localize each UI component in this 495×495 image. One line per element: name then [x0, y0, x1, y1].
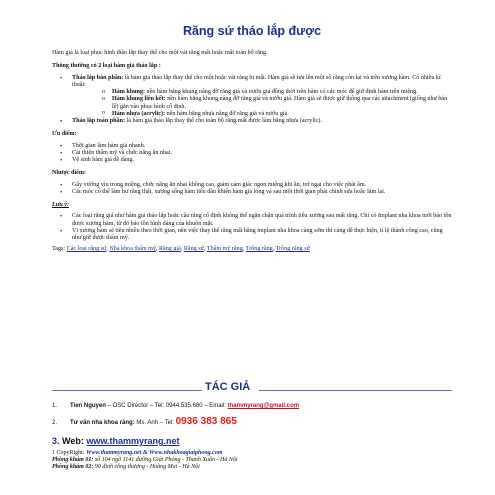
sub-term: Hàm khung liên kết:: [112, 96, 166, 103]
contact-phone: 0944.535.680: [165, 403, 203, 409]
list-item: • Vệ sinh hàm giả dễ dàng.: [52, 157, 452, 164]
author-heading: TÁC GIẢ: [205, 381, 251, 393]
type-term: Tháo lắp toàn phần:: [72, 118, 126, 125]
intro-text: Hàm giả là loại phục hình tháo lắp thay thế cho một vài răng mất hoặc mất toàn bộ răng.: [52, 50, 268, 56]
consult-label: Tư vấn nha khoa răng:: [70, 420, 135, 426]
tags-label: Tags:: [52, 246, 67, 253]
contact-number: 1.: [52, 403, 58, 409]
web-label: Web: [62, 436, 81, 446]
type-text: là hàm giả tháo lắp thay thế cho toàn bộ răng mất được làm bằng nhựa (acrylic).: [125, 118, 322, 125]
web-number: 3.: [52, 436, 60, 446]
copyright-sites[interactable]: Www.thammyrang.net & Www.nhakhoagiaiphong.com: [86, 450, 223, 456]
email-link[interactable]: thammyrang@gmail.com: [227, 403, 300, 409]
copyright-prefix: 1 CopyRight:: [52, 450, 87, 456]
web-colon: :: [80, 436, 87, 446]
tag-link[interactable]: Trồng răng: [245, 246, 273, 253]
list-item: • Các loại răng giả như hàm giả tháo lắp hoặc cầu răng cố định không thể ngăn chặn quá trình tiêu xương sau mất răng. Chỉ có Implant nha khoa mới bảo tồn được xương hàm, từ đó bảo tồn hình dáng của khuôn mặt.: [52, 213, 452, 227]
tag-link[interactable]: Thẩm mỹ răng: [206, 246, 243, 253]
list-item: [72, 96, 452, 110]
list-item: [72, 111, 452, 118]
clinic-2: [52, 464, 452, 471]
web-link[interactable]: www.thammyrang.net: [86, 436, 180, 446]
types-heading: Thông thường có 2 loại hàm giả tháo lắp :: [52, 63, 161, 70]
contact-number: 2.: [52, 420, 58, 426]
list-item: • Thời gian làm hàm giả nhanh.: [52, 143, 452, 150]
copyright-line: [52, 450, 452, 457]
sub-text: nền hàm bằng khung nâng đỡ răng giả và nướu giả. Hàm giả sẽ được giữ thông qua các attachment (giống như bản lề) gắn vào phục hình cố định.: [112, 96, 448, 110]
note-heading: Lưu ý:: [52, 202, 70, 209]
divider: [52, 390, 202, 391]
list-item: • Cải thiện thẩm mỹ và chức năng ăn nhai.: [52, 150, 452, 157]
contact-role: – OSC Director – Tel:: [105, 403, 166, 409]
author-header: [52, 381, 452, 395]
contact-consult: [52, 416, 237, 427]
email-label: – Email:: [202, 403, 228, 409]
list-item: • Vì xương hàm sẽ tiêu nhiều theo thời gian, nên việc thay thế răng mất bằng implant nha khoa càng sớm thì càng dễ thực hiện, tỉ lệ thành công cao, cũng như giữ được thẩm mỹ.: [52, 228, 452, 242]
clinic-label: Phòng khám 02:: [52, 464, 94, 470]
sub-text: nền hàm bằng nhựa nâng đỡ răng giả và nướu giả: [165, 110, 288, 117]
tag-link[interactable]: Nha khoa thẩm mỹ: [109, 246, 156, 253]
article: [52, 24, 452, 254]
clinic-label: Phòng khám 01:: [52, 457, 94, 463]
list-item: • Gây vướng víu trong miệng, chức năng ăn nhai không cao, giảm cảm giác ngon miệng khi ăn, trở ngại cho việc phát âm.: [52, 182, 452, 189]
clinic-address: số 104 ngõ 1141 đường Giải Phóng - Thanh Xuân - Hà Nội: [93, 457, 238, 463]
type-text: là hàm giả tháo lắp thay thế cho một hoặc vài răng bị mất. Hàm giả sẽ tựa lên một số răng còn lại và trên xương hàm. Có nhiều kĩ thuật:: [72, 74, 441, 89]
web-row: [52, 436, 180, 446]
cons-list: [52, 182, 452, 196]
list-item: [52, 75, 452, 118]
list-item: [52, 118, 452, 125]
consult-person: Ms. Anh – Tel:: [134, 420, 176, 426]
tag-link[interactable]: Trồng răng sứ: [275, 246, 310, 253]
cons-heading: Nhược điểm:: [52, 170, 86, 177]
tags-row: Tags: Các loại răng sứ, Nha khoa thẩm mỹ, Răng giả, Răng sứ, Thẩm mỹ răng, Trồng răng, Trồng răng sứ: [52, 246, 310, 253]
type-term: Tháo lắp bán phần:: [72, 74, 124, 81]
footer: [52, 450, 452, 471]
divider: [259, 390, 452, 391]
sub-types-list: [72, 89, 452, 118]
tag-link[interactable]: Răng sứ: [183, 246, 204, 253]
list-item: • Các móc có thể làm hư răng thật, xương sống hàm tiêu dần khiến hàm giả lỏng và sau một thời gian phải chỉnh sửa hoặc làm lại.: [52, 189, 452, 196]
clinic-1: [52, 457, 452, 464]
tag-link[interactable]: Các loại răng sứ: [66, 246, 107, 253]
pros-list: [52, 143, 452, 165]
notes-list: [52, 213, 452, 242]
tag-link[interactable]: Răng giả: [158, 246, 181, 253]
sub-text: nền hàm bằng khung nâng đỡ răng giả và nướu giả đồng thời trên hàm có các móc để giữ định hàm trên miệng.: [145, 89, 418, 96]
types-list: [52, 75, 452, 125]
sub-term: Hàm khung:: [112, 89, 146, 96]
sub-term: Hàm nhựa (acrylic):: [112, 110, 166, 117]
page-title: Răng sứ tháo lắp được: [182, 24, 322, 38]
hotline-number: 0936 383 865: [175, 416, 237, 427]
contact-name: Tien Nguyen: [70, 403, 106, 409]
clinic-address: 90 định công thượng - Hoàng Mai - Hà Nội: [93, 464, 200, 470]
pros-heading: Ưu điểm:: [52, 131, 77, 138]
contact-director: [52, 403, 299, 409]
